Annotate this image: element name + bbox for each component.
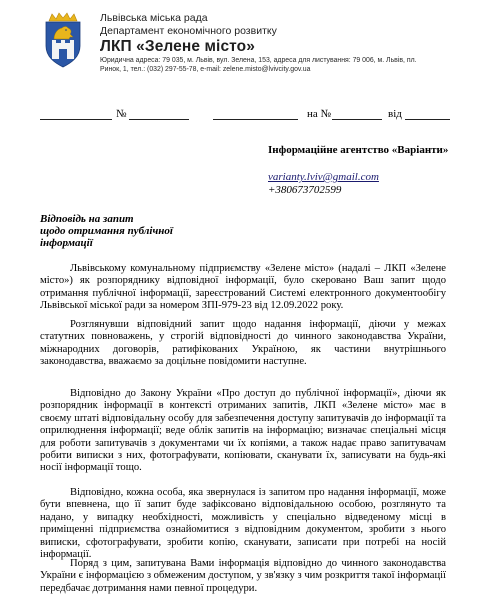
from-date-field [405, 119, 450, 120]
recipient-phone: +380673702599 [268, 184, 342, 196]
recipient-email-link[interactable]: varianty.lviv@gmail.com [268, 171, 379, 183]
body-paragraph-4: Відповідно, кожна особа, яка звернулася із запитом про надання інформації, може бути впевнена, що її запит буде зафіксовано відповідальною особою, розглянуто та надано, у випадку необхідності, можливість у спеціально відведеному місці в приміщенні підприємства ознайомитися з відповідним документом, зробити з нього виписки, сфотографувати, зробити копію, сканувати, записати при потребі на носій інформації. [40, 487, 446, 561]
number-sign-label: № [116, 108, 127, 120]
incoming-number-field [332, 119, 382, 120]
address-line-2: Ринок, 1, тел.: (032) 297-55-78, e-mail: zelene.misto@lvivcity.gov.ua [100, 66, 311, 73]
address-line-1: Юридична адреса: 79 035, м. Львів, вул. Зелена, 153, адреса для листування: 79 006, м. Львів, пл. [100, 57, 417, 64]
outgoing-number-field [129, 119, 189, 120]
company-name: ЛКП «Зелене місто» [100, 38, 255, 55]
from-date-label: від [388, 108, 402, 120]
subject-line-2: щодо отримання публічної [40, 225, 173, 237]
crown-shape [49, 13, 77, 21]
body-paragraph-5: Поряд з цим, запитувана Вами інформація відповідно до чинного законодавства України є інформацією з обмеженим доступом, у зв'язку з чим розкриття такої інформації передбачає дотримання нами певної процедури. [40, 558, 446, 594]
body-paragraph-3: Відповідно до Закону України «Про доступ до публічної інформації», діючи як розпорядник інформації в контексті отриманих запитів, ЛКП «Зелене місто» має в своєму штаті відповідальну особу для забезпечення доступу запитувачів до інформації та оприлюднення інформації; веде облік запитів на інформацію; визначає спеціальні місця для роботи запитувачів з документами чи їх копіями, а також надає право запитувачам робити виписки з них, фотографувати, копіювати, сканувати їх, записувати на будь-які носії інформації тощо. [40, 388, 446, 474]
subject-line-1: Відповідь на запит [40, 213, 134, 225]
incoming-date-line [213, 119, 298, 120]
department-name: Департамент економічного розвитку [100, 25, 277, 37]
body-paragraph-2: Розглянувши відповідний запит щодо надання інформації, діючи у межах статутних повноважень, у строгій відповідності до чинного законодавства України, міжнародних договорів, ратифікованих Україною, як частини внутрішнього законодавства, вважаємо за доцільне повідомити наступне. [40, 319, 446, 368]
outgoing-number-line [40, 119, 112, 120]
incoming-number-label: на № [307, 108, 332, 120]
subject-line-3: інформації [40, 237, 93, 249]
body-paragraph-1: Львівському комунальному підприємству «Зелене місто» (надалі – ЛКП «Зелене місто») як розпоряднику відповідної інформації, було скеровано Ваш запит щодо отримання публічної інформації, зареєстрований Системі електронного документообігу Львівської міської ради за номером ЗПІ-979-23 від 12.09.2022 року. [40, 263, 446, 312]
recipient-name: Інформаційне агентство «Варіанти» [268, 144, 449, 156]
letter-subject [40, 213, 190, 249]
council-name: Львівська міська рада [100, 12, 208, 24]
lviv-coat-of-arms-logo [40, 12, 86, 68]
